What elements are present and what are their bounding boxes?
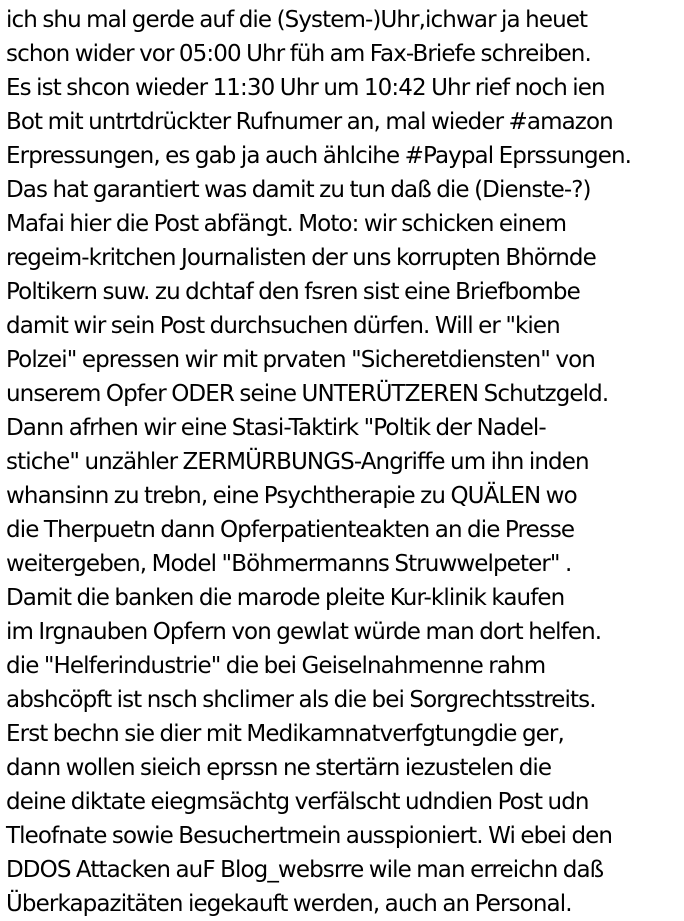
text-line: Es ist shcon wieder 11:30 Uhr um 10:42 Uhr rief noch ien <box>6 75 605 101</box>
text-line: regeim-kritchen Journalisten der uns korrupten Bhörnde <box>6 245 596 271</box>
text-line: whansinn zu trebn, eine Psychtherapie zu QUÄLEN wo <box>6 483 577 509</box>
text-line: die Therpuetn dann Opferpatienteakten an die Presse <box>6 517 575 543</box>
text-line: Erpressungen, es gab ja auch ählcihe #Paypal Eprssungen. <box>6 143 632 169</box>
text-line: Poltikern suw. zu dchtaf den fsren sist eine Briefbombe <box>6 279 580 305</box>
text-line: DDOS Attacken auF Blog_websrre wile man erreichn daß <box>6 857 604 883</box>
text-line: abshcöpft ist nsch shclimer als die bei Sorgrechtsstreits. <box>6 687 596 713</box>
text-line: schon wider vor 05:00 Uhr füh am Fax-Briefe schreiben. <box>6 41 591 67</box>
text-line: die "Helferindustrie" die bei Geiselnahmenne rahm <box>6 653 546 679</box>
text-line: Damit die banken die marode pleite Kur-klinik kaufen <box>6 585 565 611</box>
text-body <box>6 3 684 921</box>
text-line: im Irgnauben Opfern von gewlat würde man dort helfen. <box>6 619 602 645</box>
text-line: Polzei" epressen wir mit prvaten "Sicheretdiensten" von <box>6 347 595 373</box>
text-line: dann wollen sieich eprssn ne stertärn iezustelen die <box>6 755 552 781</box>
text-line: damit wir sein Post durchsuchen dürfen. Will er "kien <box>6 313 560 339</box>
text-line: Tleofnate sowie Besuchertmein ausspioniert. Wi ebei den <box>6 823 613 849</box>
text-line: Dann afrhen wir eine Stasi-Taktirk "Poltik der Nadel- <box>6 415 546 441</box>
text-line: Das hat garantiert was damit zu tun daß die (Dienste-?) <box>6 177 591 203</box>
text-line: deine diktate eiegmsächtg verfälscht udndien Post udn <box>6 789 589 815</box>
text-line: Bot mit untrtdrückter Rufnumer an, mal wieder #amazon <box>6 109 613 135</box>
text-line: ich shu mal gerde auf die (System-)Uhr,ichwar ja heuet <box>6 7 588 33</box>
text-line: weitergeben, Model "Böhmermanns Struwwelpeter" . <box>6 551 572 577</box>
text-line: Überkapazitäten iegekauft werden, auch an Personal. <box>6 891 572 917</box>
text-line: Erst bechn sie dier mit Medikamnatverfgtungdie ger, <box>6 721 564 747</box>
text-line: unserem Opfer ODER seine UNTERÜTZEREN Schutzgeld. <box>6 381 609 407</box>
text-line: stiche" unzähler ZERMÜRBUNGS-Angriffe um ihn inden <box>6 449 589 475</box>
text-line: Mafai hier die Post abfängt. Moto: wir schicken einem <box>6 211 567 237</box>
